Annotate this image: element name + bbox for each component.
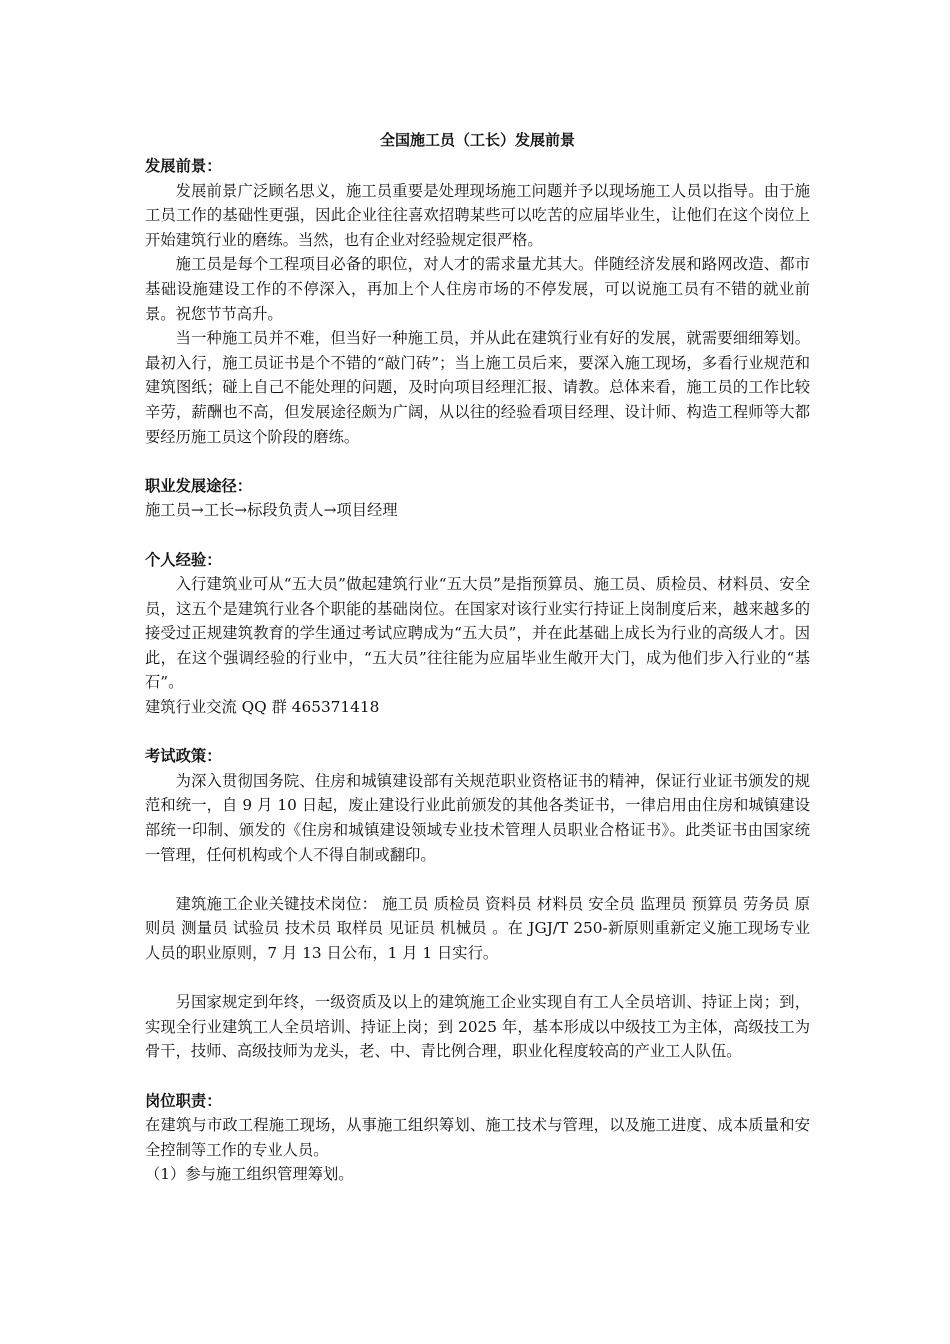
section-heading-career-path: 职业发展途径： [145,476,253,495]
spacer [145,523,810,548]
spacer [145,1064,810,1089]
section-heading-experience: 个人经验： [145,550,222,569]
section-heading-duties: 岗位职责： [145,1091,222,1110]
exam-policy-paragraph-3: 另国家规定到年终，一级资质及以上的建筑施工企业实现自有工人全员培训、持证上岗；到，实现全行业建筑工人全员培训、持证上岗；到 2025 年，基本形成以中级技工为主体，高级技工为骨干，技师、高级技师为龙头，老、中、青比例合理，职业化程度较高的产业工人队伍。 [145,993,810,1061]
prospects-paragraph-3: 当一种施工员并不难，但当好一种施工员，并从此在建筑行业有好的发展，就需要细细筹划。最初入行，施工员证书是个不错的“敲门砖”；当上施工员后来，要深入施工现场，多看行业规范和建筑图纸；碰上自己不能处理的问题，及时向项目经理汇报、请教。总体来看，施工员的工作比较辛劳，薪酬也不高，但发展途径颇为广阔，从以往的经验看项目经理、设计师、构造工程师等大都要经历施工员这个阶段的磨练。 [145,329,810,446]
prospects-paragraph-1: 发展前景广泛顾名思义，施工员重要是处理现场施工问题并予以现场施工人员以指导。由于施工员工作的基础性更强，因此企业往往喜欢招聘某些可以吃苦的应届毕业生，让他们在这个岗位上开始建筑行业的磨练。当然，也有企业对经验规定很严格。 [145,181,810,249]
spacer [145,720,810,745]
spacer [145,867,810,892]
document-title: 全国施工员（工长）发展前景 [379,131,575,149]
exam-policy-paragraph-2: 建筑施工企业关键技术岗位： 施工员 质检员 资料员 材料员 安全员 监理员 预算员 劳务员 原则员 测量员 试验员 技术员 取样员 见证员 机械员 。在 JGJ/T 250-新原则重新定义施工现场专业人员的职业原则，7 月 13 日公布，1 月 1 日实行。 [145,894,810,962]
qq-group-line: 建筑行业交流 QQ 群 465371418 [145,698,380,717]
exam-policy-paragraph-1: 为深入贯彻国务院、住房和城镇建设部有关规范职业资格证书的精神，保证行业证书颁发的规范和统一，自 9 月 10 日起，废止建设行业此前颁发的其他各类证书，一律启用由住房和城镇建设部统一印制、颁发的《住房和城镇建设领域专业技术管理人员职业合格证书》。此类证书由国家统一管理，任何机构或个人不得自制或翻印。 [145,771,810,864]
prospects-paragraph-2: 施工员是每个工程项目必备的职位，对人才的需求量尤其大。伴随经济发展和路网改造、都市基础设施建设工作的不停深入，再加上个人住房市场的不停发展，可以说施工员有不错的就业前景。祝您节节高升。 [145,255,810,323]
duties-text: 在建筑与市政工程施工现场，从事施工组织筹划、施工技术与管理，以及施工进度、成本质量和安全控制等工作的专业人员。 [145,1116,810,1159]
document-page [145,128,810,1187]
spacer [145,449,810,474]
duties-item-1: （1）参与施工组织管理筹划。 [145,1165,354,1184]
section-heading-prospects: 发展前景： [145,157,222,175]
experience-paragraph: 入行建筑业可从“五大员”做起建筑行业“五大员”是指预算员、施工员、质检员、材料员、安全员，这五个是建筑行业各个职能的基础岗位。在国家对该行业实行持证上岗制度后来，越来越多的接受过正规建筑教育的学生通过考试应聘成为“五大员”，并在此基础上成长为行业的高级人才。因此，在这个强调经验的行业中，“五大员”往往能为应届毕业生敞开大门，成为他们步入行业的“基石”。 [145,575,810,692]
spacer [145,966,810,991]
section-heading-exam-policy: 考试政策： [145,747,222,766]
career-path-text: 施工员→工长→标段负责人→项目经理 [145,501,398,520]
